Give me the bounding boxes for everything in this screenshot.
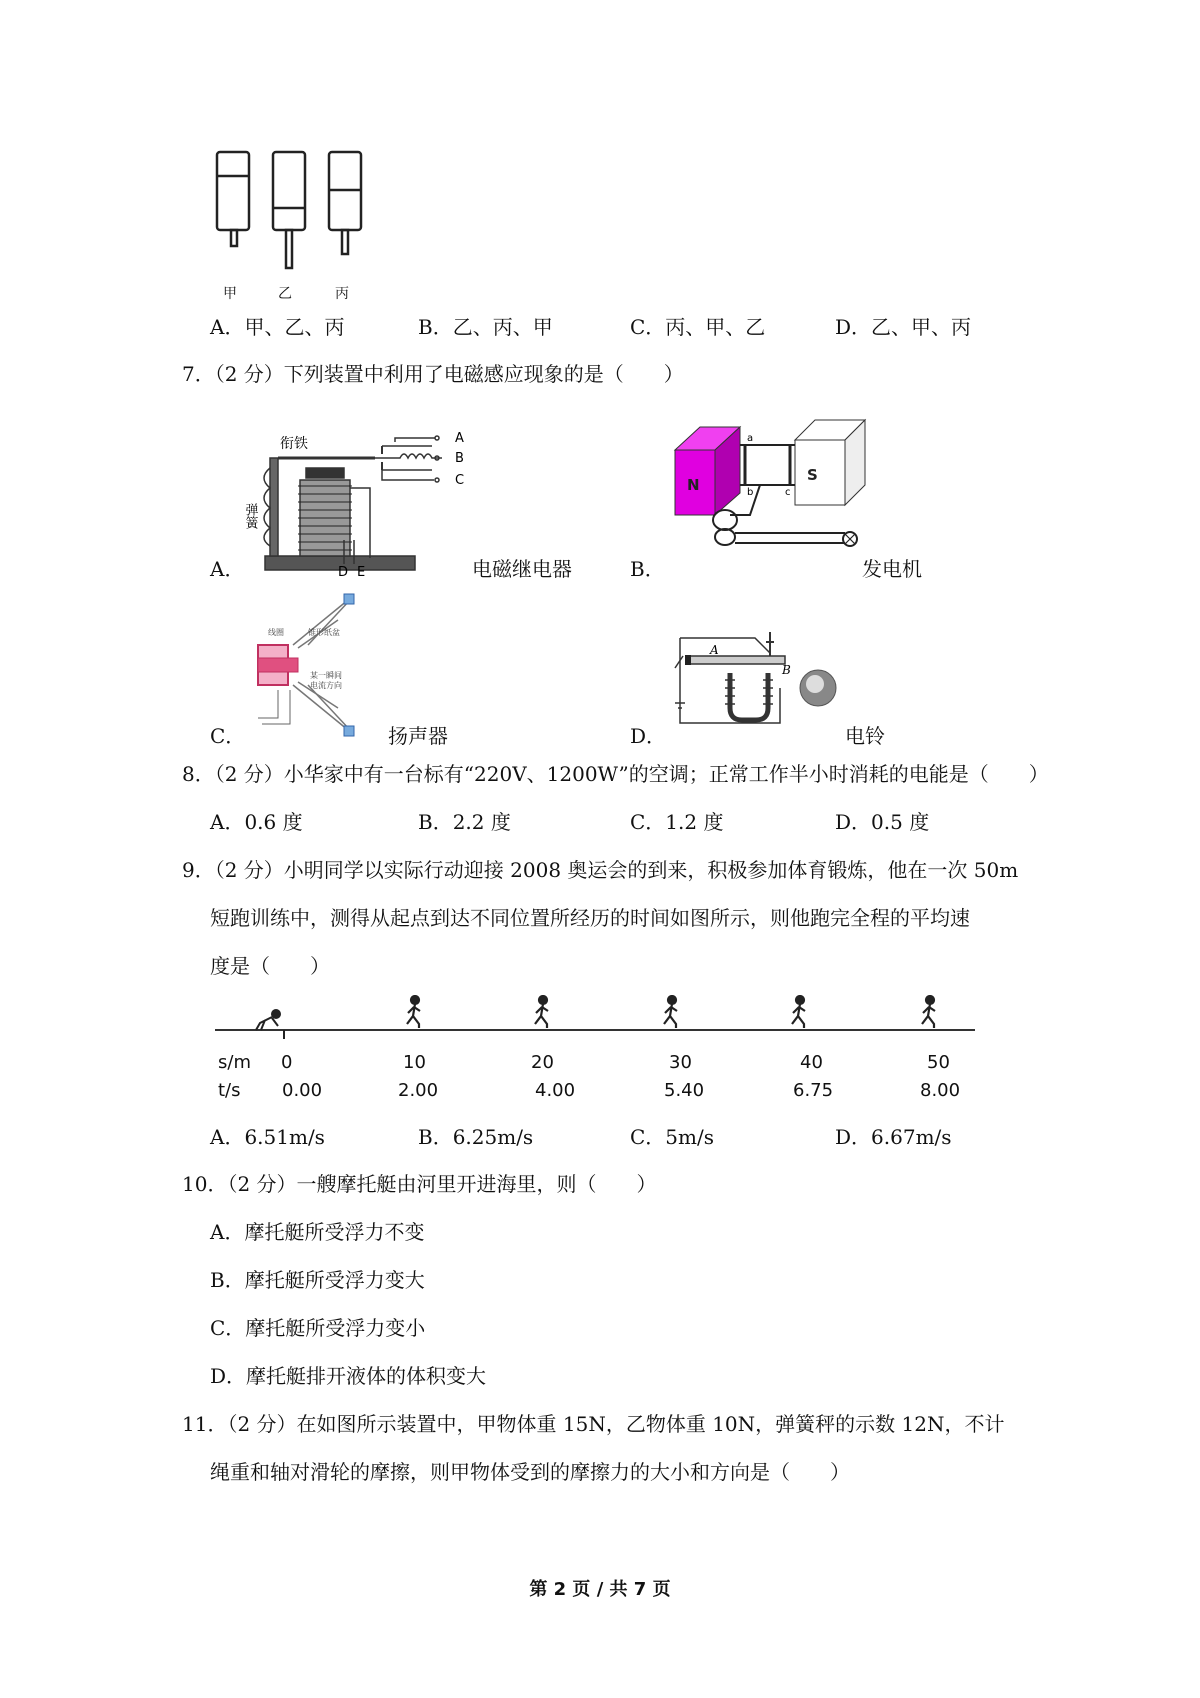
q10-stem: 10．（2 分）一艘摩托艇由河里开进海里，则（ ） xyxy=(182,1172,657,1196)
bell-point-a: A xyxy=(710,643,719,657)
q10-option-a[interactable]: A．摩托艇所受浮力不变 xyxy=(210,1220,425,1244)
relay-terminal-b: B xyxy=(455,451,464,466)
q10-option-d[interactable]: D．摩托艇排开液体的体积变大 xyxy=(210,1364,487,1388)
point-c: c xyxy=(785,487,791,498)
q9-option-d[interactable]: D．6.67m/s xyxy=(835,1125,952,1149)
q7-option-b-letter[interactable]: B． xyxy=(630,557,665,581)
q7-option-c-letter[interactable]: C． xyxy=(210,724,246,748)
q9-option-b[interactable]: B．6.25m/s xyxy=(418,1125,534,1149)
s-value: 30 xyxy=(669,1052,692,1073)
running-track-figure xyxy=(210,995,980,1045)
relay-terminal-e: E xyxy=(357,565,366,578)
q9-stem-line3: 度是（ ） xyxy=(210,954,330,978)
page-footer: 第 2 页 / 共 7 页 xyxy=(529,1579,671,1600)
q9-stem-line1: 9．（2 分）小明同学以实际行动迎接 2008 奥运会的到来，积极参加体育锻炼，他在一次 50m xyxy=(182,858,1019,882)
relay-terminal-d: D xyxy=(338,565,349,578)
relay-label-spring: 弹簧 xyxy=(242,503,258,529)
t-value: 2.00 xyxy=(398,1080,439,1101)
speaker-figure xyxy=(248,590,368,740)
syringe-label-yi: 乙 xyxy=(278,286,292,302)
syringe-label-jia: 甲 xyxy=(223,286,237,302)
speaker-caption: 扬声器 xyxy=(388,724,448,748)
speaker-label-current: 电流方向 xyxy=(310,681,342,690)
q6-option-d[interactable]: D．乙、甲、丙 xyxy=(835,315,972,339)
t-value: 5.40 xyxy=(664,1080,705,1101)
q6-option-a[interactable]: A．甲、乙、丙 xyxy=(210,315,345,339)
bell-caption: 电铃 xyxy=(845,724,885,748)
q8-option-b[interactable]: B．2.2 度 xyxy=(418,810,511,834)
q6-option-b[interactable]: B．乙、丙、甲 xyxy=(418,315,553,339)
q7-option-a-letter[interactable]: A． xyxy=(210,557,245,581)
point-b: b xyxy=(747,487,754,498)
q7-option-d-letter[interactable]: D． xyxy=(630,724,667,748)
s-value: 10 xyxy=(403,1052,426,1073)
q9-option-c[interactable]: C．5m/s xyxy=(630,1125,714,1149)
bell-point-b: B xyxy=(782,663,791,677)
relay-terminal-c: C xyxy=(455,473,465,488)
generator-caption: 发电机 xyxy=(862,557,922,581)
syringe-label-bing: 丙 xyxy=(335,286,349,302)
q8-stem: 8．（2 分）小华家中有一台标有“220V、1200W”的空调；正常工作半小时消耗的电能是（ ） xyxy=(182,762,1049,786)
t-value: 6.75 xyxy=(793,1080,834,1101)
speaker-label-cone: 锥形纸盆 xyxy=(308,628,340,637)
q11-stem-line2: 绳重和轴对滑轮的摩擦，则甲物体受到的摩擦力的大小和方向是（ ） xyxy=(210,1460,850,1484)
q9-option-a[interactable]: A．6.51m/s xyxy=(210,1125,325,1149)
pole-n-label: N xyxy=(687,476,700,494)
q7-stem: 7．（2 分）下列装置中利用了电磁感应现象的是（ ） xyxy=(182,362,684,386)
relay-label-armature: 衔铁 xyxy=(280,436,308,452)
speaker-label-coil: 线圈 xyxy=(268,628,284,637)
t-axis-label: t/s xyxy=(218,1080,241,1101)
q6-option-c[interactable]: C．丙、甲、乙 xyxy=(630,315,766,339)
q9-stem-line2: 短跑训练中，测得从起点到达不同位置所经历的时间如图所示，则他跑完全程的平均速 xyxy=(210,906,970,930)
s-value: 20 xyxy=(531,1052,554,1073)
q8-option-a[interactable]: A．0.6 度 xyxy=(210,810,303,834)
t-value: 0.00 xyxy=(282,1080,323,1101)
electric-bell-figure xyxy=(670,628,840,740)
point-a: a xyxy=(747,433,754,444)
s-axis-label: s/m xyxy=(218,1052,251,1073)
t-value: 4.00 xyxy=(535,1080,576,1101)
relay-terminal-a: A xyxy=(455,431,464,446)
q8-option-d[interactable]: D．0.5 度 xyxy=(835,810,930,834)
q11-stem-line1: 11．（2 分）在如图所示装置中，甲物体重 15N，乙物体重 10N，弹簧秤的示数 12N，不计 xyxy=(182,1412,1005,1436)
s-value: 40 xyxy=(800,1052,823,1073)
q10-option-b[interactable]: B．摩托艇所受浮力变大 xyxy=(210,1268,425,1292)
t-value: 8.00 xyxy=(920,1080,961,1101)
syringes-figure xyxy=(205,150,365,275)
s-value: 50 xyxy=(927,1052,950,1073)
speaker-label-instant: 某一瞬间 xyxy=(310,671,342,680)
relay-figure xyxy=(240,428,480,578)
q8-option-c[interactable]: C．1.2 度 xyxy=(630,810,724,834)
generator-figure xyxy=(665,415,875,560)
q10-option-c[interactable]: C．摩托艇所受浮力变小 xyxy=(210,1316,426,1340)
relay-caption: 电磁继电器 xyxy=(472,557,572,581)
pole-s-label: S xyxy=(807,466,818,484)
s-value: 0 xyxy=(281,1052,293,1073)
